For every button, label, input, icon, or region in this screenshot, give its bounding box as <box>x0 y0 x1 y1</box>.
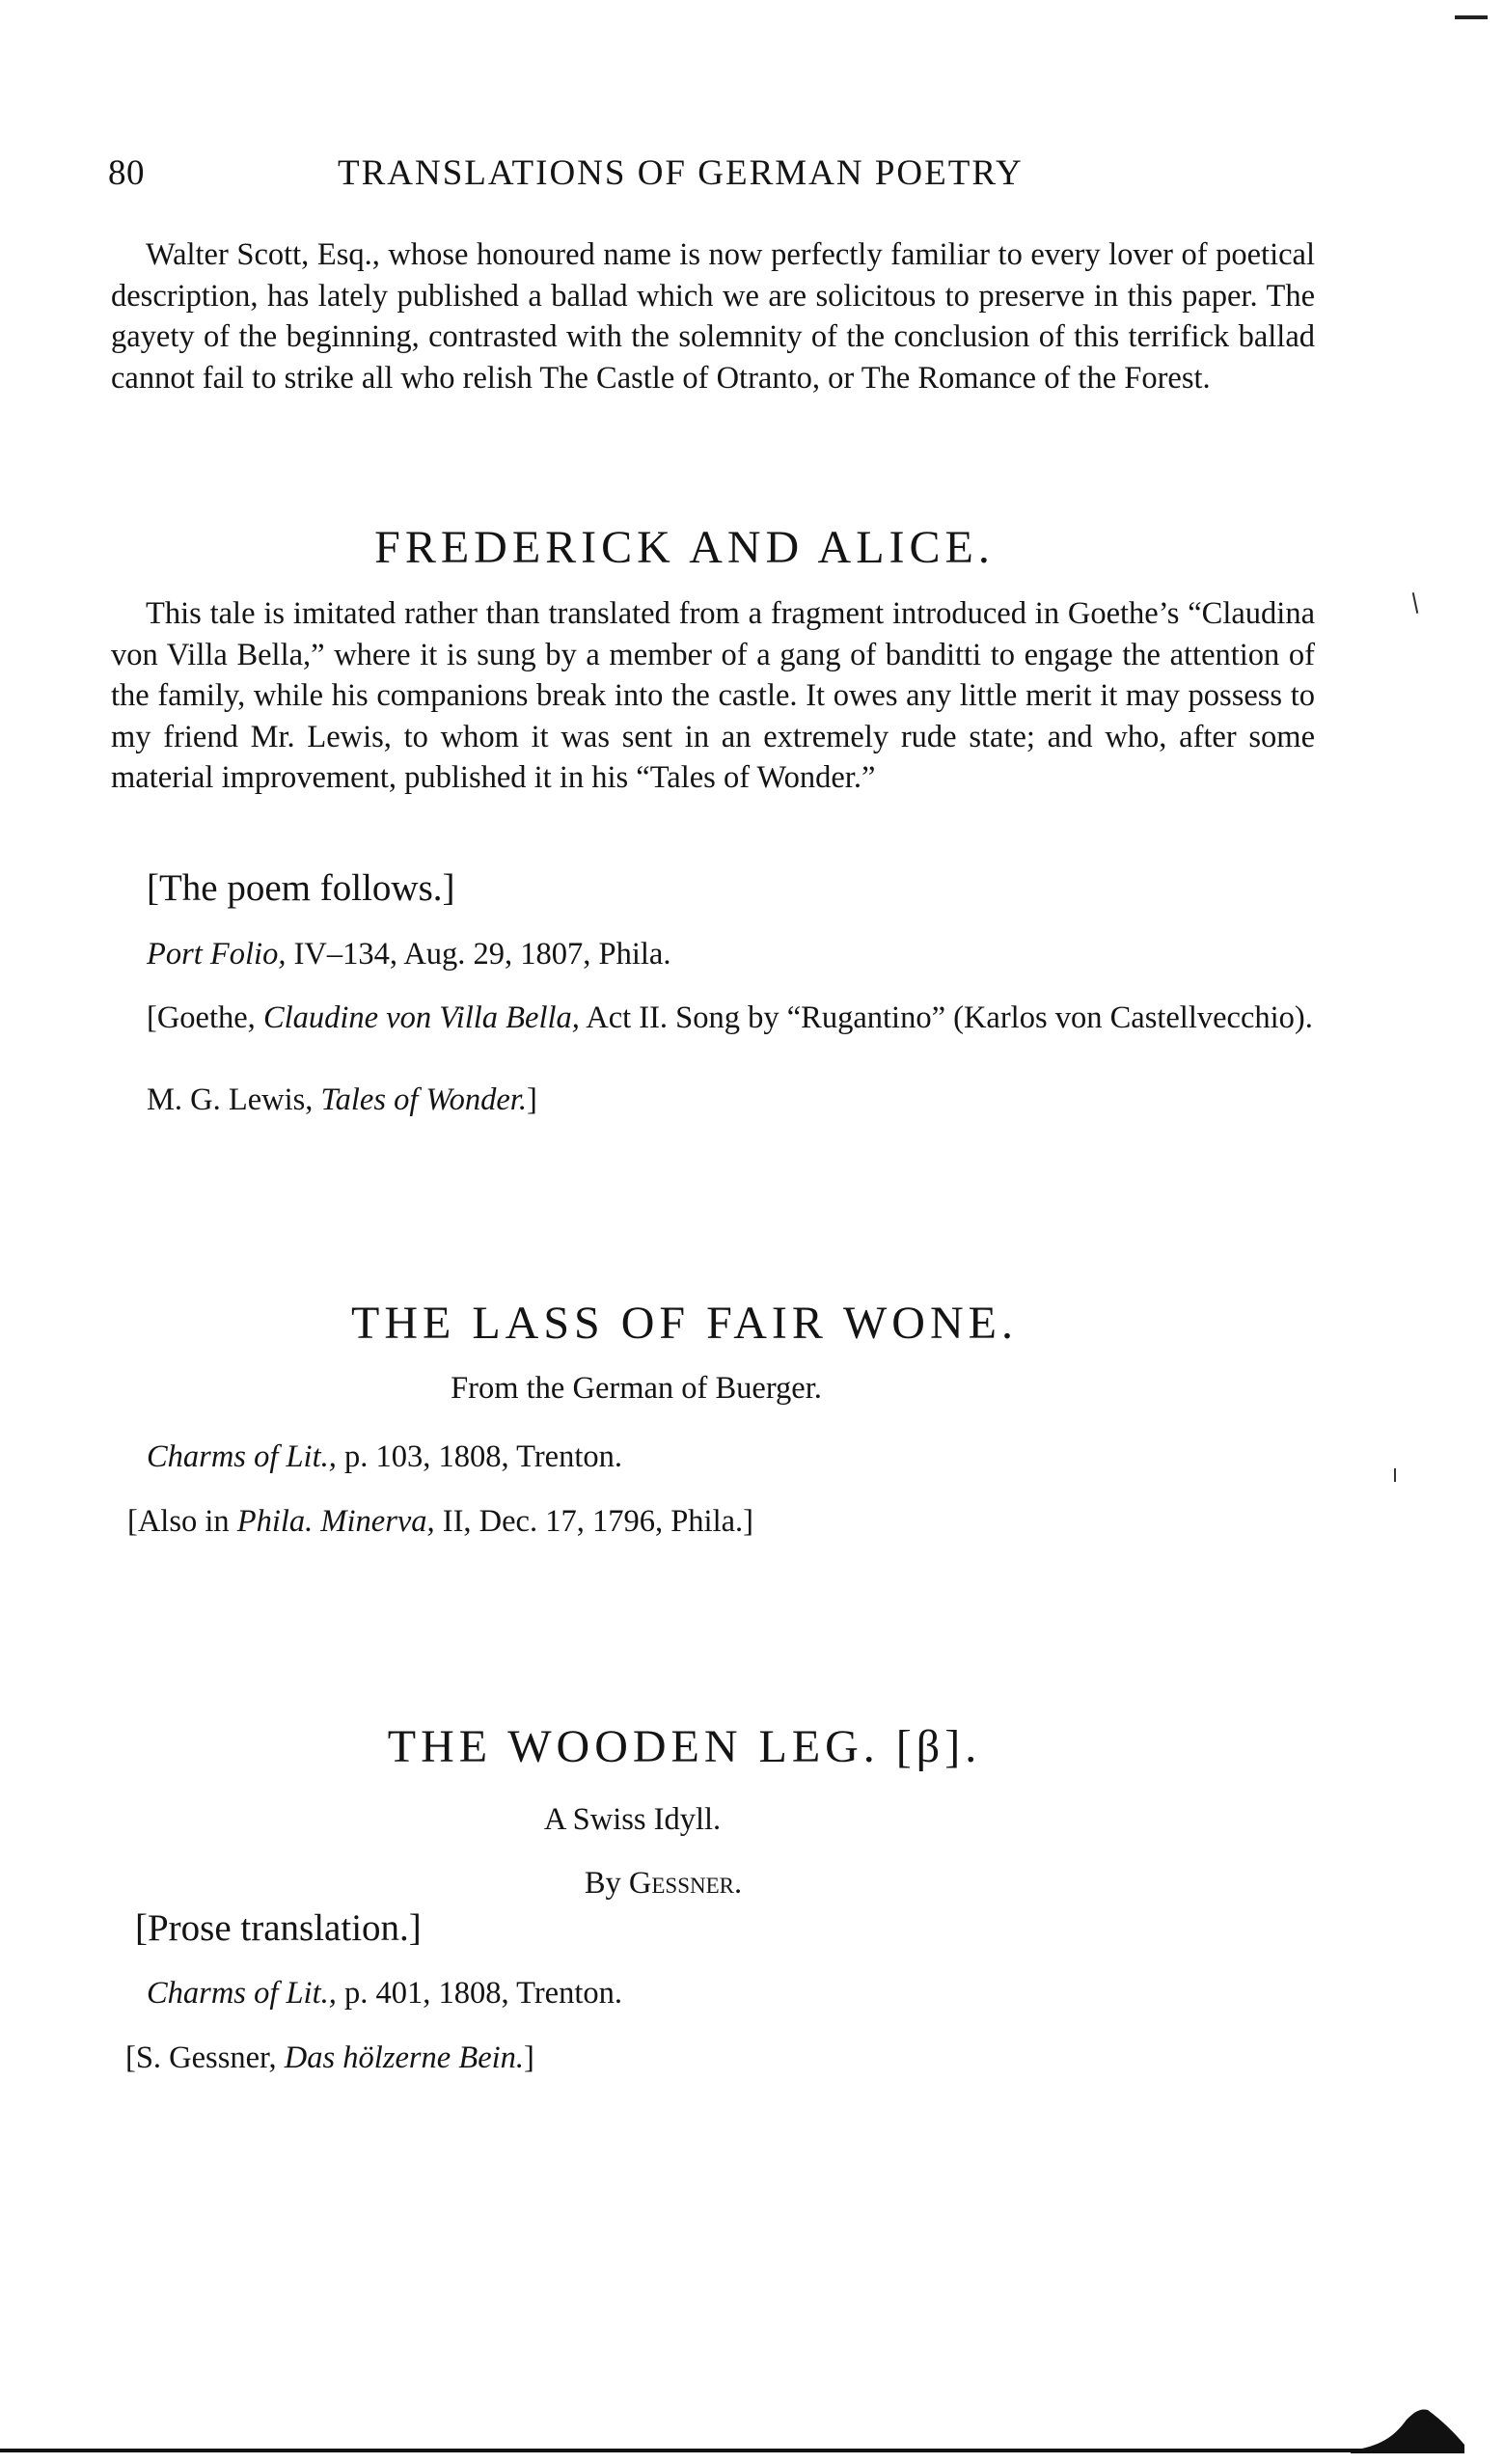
also-source: Phila. Minerva, <box>236 1504 435 1539</box>
prose-translation-note: [Prose translation.] <box>135 1907 422 1949</box>
page-number: 80 <box>108 153 145 193</box>
ref-prefix: [Goethe, <box>147 1000 263 1035</box>
lewis-suffix: ] <box>526 1082 537 1117</box>
poem-follows-note: [The poem follows.] <box>147 867 455 909</box>
lewis-work: Tales of Wonder. <box>320 1082 527 1117</box>
citation-details: p. 103, 1808, Trenton. <box>336 1439 623 1474</box>
citation-charms-401 <box>147 1973 622 2013</box>
goethe-reference <box>111 998 1315 1038</box>
also-reference <box>127 1501 753 1542</box>
margin-mark <box>1394 1468 1396 1482</box>
also-details: II, Dec. 17, 1796, Phila.] <box>434 1504 753 1539</box>
intro-paragraph: Walter Scott, Esq., whose honoured name is now perfectly familiar to every lover of poetical description, has lately published a ballad which we are solicitous to preserve in this paper. The gayety of the beginning, contrasted with the solemnity of the conclusion of this terrifick ballad cannot fail to strike all who relish The Castle of Otranto, or The Romance of the Forest. <box>111 237 1315 396</box>
section-subtitle-buerger: From the German of Buerger. <box>451 1371 822 1406</box>
gessner-prefix: [S. Gessner, <box>125 2040 285 2075</box>
section-subtitle-swiss-idyll: A Swiss Idyll. <box>543 1802 722 1837</box>
page-corner-arrow <box>1351 2400 1466 2453</box>
bottom-rule <box>0 2449 1428 2452</box>
ref-details: Act II. Song by “Rugantino” (Karlos von Castellvecchio). <box>579 1000 1313 1035</box>
gessner-suffix: ] <box>524 2040 534 2075</box>
author-note-paragraph: This tale is imitated rather than translated from a fragment introduced in Goethe’s “Claudina von Villa Bella,” where it is sung by a member of a gang of banditti to engage the attention of the family, while his companions break into the castle. It owes any little merit it may possess to my friend Mr. Lewis, to whom it was sent in an extremely rude state; and who, after some material improvement, published it in his “Tales of Wonder.” <box>111 596 1315 795</box>
lewis-prefix: M. G. Lewis, <box>147 1082 321 1117</box>
byline <box>0 1866 1415 1902</box>
scan-edge-mark <box>1455 15 1488 19</box>
citation-source: Port Folio, <box>147 937 287 972</box>
citation-details: p. 401, 1808, Trenton. <box>336 1976 623 2011</box>
citation-source: Charms of Lit., <box>147 1976 337 2011</box>
gessner-reference <box>125 2038 534 2078</box>
also-prefix: [Also in <box>127 1504 237 1539</box>
byline-by: By <box>584 1866 629 1901</box>
citation-source: Charms of Lit., <box>147 1439 337 1474</box>
byline-author: Gessner. <box>628 1866 743 1901</box>
citation-details: IV–134, Aug. 29, 1807, Phila. <box>286 937 671 972</box>
running-title: TRANSLATIONS OF GERMAN POETRY <box>338 153 1024 193</box>
citation-charms-103 <box>147 1437 622 1477</box>
ref-work: Claudine von Villa Bella, <box>262 1000 580 1035</box>
gessner-work: Das hölzerne Bein. <box>284 2040 525 2075</box>
section-title-wooden-leg: THE WOODEN LEG. [β]. <box>387 1721 982 1772</box>
citation-port-folio <box>147 934 670 974</box>
section-title-frederick-and-alice: FREDERICK AND ALICE. <box>374 522 995 573</box>
section-title-lass-of-fair-wone: THE LASS OF FAIR WONE. <box>351 1298 1018 1349</box>
page-header <box>108 152 1092 201</box>
lewis-reference <box>147 1080 537 1120</box>
margin-mark <box>1412 592 1419 614</box>
